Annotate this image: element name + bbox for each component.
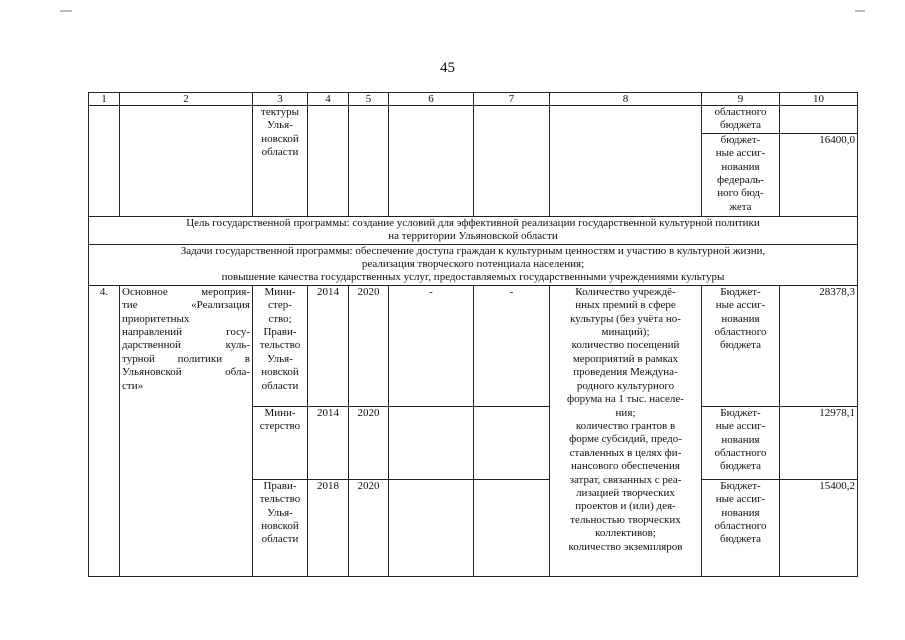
header-cell: 3 — [253, 93, 308, 106]
funding-source-cell: Бюджет- ные ассиг- нования областного бюджета — [702, 406, 780, 479]
amount-cell: 15400,2 — [780, 479, 858, 576]
header-cell: 5 — [349, 93, 389, 106]
program-goal: Цель государственной программы: создание условий для эффективной реализации государственной культурной политики на территории Ульяновской области — [89, 216, 858, 244]
amount-cell: 28378,3 — [780, 285, 858, 406]
tasks-row — [89, 244, 858, 285]
continuation-row — [89, 106, 858, 134]
col6-value: - — [389, 285, 474, 406]
indicators-cell: Количество учреждё- нных премий в сфере культуры (без учёта но- минаций); количество посещений мероприятий в рамках проведения Междуна- родного культурного форума на 1 тыс. населе- ния; количество грантов в форме субсидий, предо- ставленных в целях фи- нансового обеспечения затрат, связанных с реа- лизацией творческих проектов и (или) дея- тельностью творческих коллективов; количество экземпляров — [550, 285, 702, 576]
amount-cell: 12978,1 — [780, 406, 858, 479]
funding-source-cell: Бюджет- ные ассиг- нования областного бюджета — [702, 285, 780, 406]
funding-source-cell: бюджет- ные ассиг- нования федераль- ного бюд- жета — [702, 133, 780, 216]
header-cell: 10 — [780, 93, 858, 106]
row-number: 4. — [89, 285, 120, 576]
measure-name: Основное мероприя- тие «Реализация приоритетных направлений госу- дарственной куль- турной политики в Ульяновской обла- сти» — [120, 285, 253, 576]
scan-mark — [60, 10, 72, 12]
executor-cell: Прави- тельство Улья- новской области — [253, 479, 308, 576]
executor-cell: тектуры Улья- новской области — [253, 106, 308, 217]
header-cell: 7 — [474, 93, 550, 106]
table-row — [89, 285, 858, 406]
header-row — [89, 93, 858, 106]
funding-source-cell: областного бюджета — [702, 106, 780, 134]
executor-cell: Мини- стерство — [253, 406, 308, 479]
header-cell: 2 — [120, 93, 253, 106]
program-table — [88, 92, 858, 577]
end-year: 2020 — [349, 406, 389, 479]
amount-cell: 16400,0 — [780, 133, 858, 216]
start-year: 2014 — [308, 285, 349, 406]
end-year: 2020 — [349, 285, 389, 406]
program-tasks: Задачи государственной программы: обеспечение доступа граждан к культурным ценностям и участию в культурной жизни, реализация творческого потенциала населения; повышение качества государственных услуг, предоставляемых государственными учреждениями культуры — [89, 244, 858, 285]
scan-mark — [855, 10, 865, 12]
header-cell: 6 — [389, 93, 474, 106]
header-cell: 1 — [89, 93, 120, 106]
goal-row — [89, 216, 858, 244]
header-cell: 8 — [550, 93, 702, 106]
header-cell: 4 — [308, 93, 349, 106]
start-year: 2018 — [308, 479, 349, 576]
end-year: 2020 — [349, 479, 389, 576]
header-cell: 9 — [702, 93, 780, 106]
start-year: 2014 — [308, 406, 349, 479]
page-number: 45 — [440, 60, 455, 76]
col7-value: - — [474, 285, 550, 406]
funding-source-cell: Бюджет- ные ассиг- нования областного бюджета — [702, 479, 780, 576]
executor-cell: Мини- стер- ство; Прави- тельство Улья- новской области — [253, 285, 308, 406]
